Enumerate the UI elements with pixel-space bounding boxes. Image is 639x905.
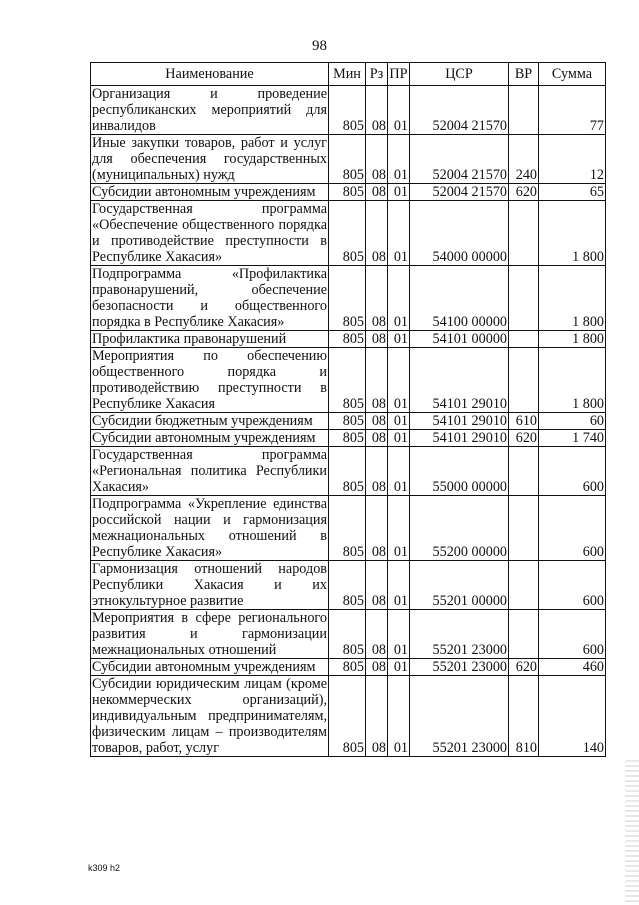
row-vr: 610 — [509, 413, 539, 430]
row-vr — [509, 561, 539, 610]
row-csr: 55201 23000 — [410, 610, 509, 659]
row-vr: 620 — [509, 659, 539, 676]
row-pr: 01 — [388, 561, 410, 610]
table-row — [91, 610, 606, 659]
header-csr: ЦСР — [410, 63, 509, 86]
row-name: Профилактика правонарушений — [91, 331, 329, 348]
header-sum: Сумма — [539, 63, 606, 86]
row-name: Субсидии автономным учреждениям — [91, 659, 329, 676]
row-pr: 01 — [388, 201, 410, 266]
row-rz: 08 — [366, 86, 388, 135]
row-min: 805 — [329, 676, 366, 757]
row-rz: 08 — [366, 184, 388, 201]
row-rz: 08 — [366, 331, 388, 348]
header-vr: ВР — [509, 63, 539, 86]
row-rz: 08 — [366, 135, 388, 184]
row-min: 805 — [329, 659, 366, 676]
header-pr: ПР — [388, 63, 410, 86]
row-sum: 1 800 — [539, 331, 606, 348]
row-name: Иные закупки товаров, работ и услуг для обеспечения государственных (муниципальных) нужд — [92, 135, 327, 183]
row-name: Субсидии бюджетным учреждениям — [91, 413, 329, 430]
row-pr: 01 — [388, 135, 410, 184]
header-row — [91, 63, 606, 86]
row-sum: 460 — [539, 659, 606, 676]
row-pr: 01 — [388, 86, 410, 135]
table-row — [91, 86, 606, 135]
row-rz: 08 — [366, 430, 388, 447]
row-rz: 08 — [366, 610, 388, 659]
row-rz: 08 — [366, 561, 388, 610]
row-vr — [509, 331, 539, 348]
table-row — [91, 413, 606, 430]
row-csr: 55200 00000 — [410, 496, 509, 561]
row-rz: 08 — [366, 266, 388, 331]
row-pr: 01 — [388, 447, 410, 496]
row-sum: 65 — [539, 184, 606, 201]
row-rz: 08 — [366, 676, 388, 757]
row-pr: 01 — [388, 348, 410, 413]
row-vr: 620 — [509, 184, 539, 201]
row-sum: 600 — [539, 610, 606, 659]
scan-edge-artifact — [625, 760, 639, 905]
row-name: Подпрограмма «Укрепление единства российской нации и гармонизация межнациональных отношений в Республике Хакасия» — [92, 496, 327, 560]
row-vr: 240 — [509, 135, 539, 184]
row-rz: 08 — [366, 659, 388, 676]
row-csr: 55201 23000 — [410, 659, 509, 676]
row-min: 805 — [329, 201, 366, 266]
row-min: 805 — [329, 496, 366, 561]
table-row — [91, 659, 606, 676]
row-csr: 54101 29010 — [410, 430, 509, 447]
row-vr — [509, 266, 539, 331]
row-min: 805 — [329, 413, 366, 430]
table-row — [91, 676, 606, 757]
row-min: 805 — [329, 86, 366, 135]
row-sum: 600 — [539, 561, 606, 610]
row-name: Субсидии автономным учреждениям — [91, 184, 329, 201]
table-row — [91, 331, 606, 348]
row-pr: 01 — [388, 610, 410, 659]
row-name: Субсидии автономным учреждениям — [91, 430, 329, 447]
row-vr — [509, 610, 539, 659]
row-min: 805 — [329, 430, 366, 447]
table-row — [91, 201, 606, 266]
row-sum: 77 — [539, 86, 606, 135]
row-sum: 600 — [539, 496, 606, 561]
row-csr: 54101 29010 — [410, 413, 509, 430]
table-row — [91, 430, 606, 447]
row-name: Мероприятия в сфере регионального развития и гармонизации межнациональных отношений — [92, 610, 327, 658]
row-min: 805 — [329, 331, 366, 348]
row-pr: 01 — [388, 184, 410, 201]
table-row — [91, 348, 606, 413]
row-rz: 08 — [366, 413, 388, 430]
budget-table — [90, 62, 606, 757]
row-csr: 54101 00000 — [410, 331, 509, 348]
row-sum: 1 800 — [539, 266, 606, 331]
table-header — [91, 63, 606, 86]
table-row — [91, 496, 606, 561]
row-pr: 01 — [388, 266, 410, 331]
row-csr: 54000 00000 — [410, 201, 509, 266]
row-min: 805 — [329, 135, 366, 184]
row-name: Государственная программа «Региональная политика Республики Хакасия» — [92, 447, 327, 495]
row-csr: 52004 21570 — [410, 184, 509, 201]
table-row — [91, 135, 606, 184]
row-rz: 08 — [366, 348, 388, 413]
table-row — [91, 561, 606, 610]
row-name: Субсидии юридическим лицам (кроме некоммерческих организаций), индивидуальным предпринимателям, физическим лицам – производителям товаров, работ, услуг — [92, 676, 327, 756]
footer-code: k309 h2 — [88, 863, 121, 873]
row-name: Подпрограмма «Профилактика правонарушений, обеспечение безопасности и общественного порядка в Республике Хакасия» — [92, 266, 327, 330]
row-sum: 1 800 — [539, 348, 606, 413]
row-vr — [509, 496, 539, 561]
table-row — [91, 447, 606, 496]
row-min: 805 — [329, 610, 366, 659]
table-row — [91, 184, 606, 201]
row-min: 805 — [329, 447, 366, 496]
header-min: Мин — [329, 63, 366, 86]
row-csr: 55000 00000 — [410, 447, 509, 496]
row-csr: 55201 23000 — [410, 676, 509, 757]
table-row — [91, 266, 606, 331]
header-name: Наименование — [91, 63, 329, 86]
row-rz: 08 — [366, 496, 388, 561]
row-pr: 01 — [388, 659, 410, 676]
row-vr: 810 — [509, 676, 539, 757]
row-sum: 60 — [539, 413, 606, 430]
row-sum: 12 — [539, 135, 606, 184]
row-rz: 08 — [366, 447, 388, 496]
row-vr — [509, 201, 539, 266]
row-csr: 52004 21570 — [410, 135, 509, 184]
row-sum: 140 — [539, 676, 606, 757]
row-min: 805 — [329, 348, 366, 413]
row-sum: 1 800 — [539, 201, 606, 266]
row-name: Государственная программа «Обеспечение общественного порядка и противодействие преступности в Республике Хакасия» — [92, 201, 327, 265]
row-csr: 54101 29010 — [410, 348, 509, 413]
page-number: 98 — [312, 38, 327, 54]
row-vr — [509, 348, 539, 413]
row-pr: 01 — [388, 413, 410, 430]
row-pr: 01 — [388, 676, 410, 757]
row-vr — [509, 86, 539, 135]
row-sum: 1 740 — [539, 430, 606, 447]
row-min: 805 — [329, 184, 366, 201]
row-pr: 01 — [388, 496, 410, 561]
row-rz: 08 — [366, 201, 388, 266]
header-rz: Рз — [366, 63, 388, 86]
row-name: Организация и проведение республиканских мероприятий для инвалидов — [92, 86, 327, 134]
row-min: 805 — [329, 561, 366, 610]
row-vr — [509, 447, 539, 496]
row-sum: 600 — [539, 447, 606, 496]
row-csr: 52004 21570 — [410, 86, 509, 135]
row-name: Гармонизация отношений народов Республики Хакасия и их этнокультурное развитие — [92, 561, 327, 609]
row-csr: 55201 00000 — [410, 561, 509, 610]
row-name: Мероприятия по обеспечению общественного порядка и противодействию преступности в Республике Хакасия — [92, 348, 327, 412]
row-pr: 01 — [388, 331, 410, 348]
row-pr: 01 — [388, 430, 410, 447]
table-body — [91, 86, 606, 757]
row-vr: 620 — [509, 430, 539, 447]
row-csr: 54100 00000 — [410, 266, 509, 331]
row-min: 805 — [329, 266, 366, 331]
